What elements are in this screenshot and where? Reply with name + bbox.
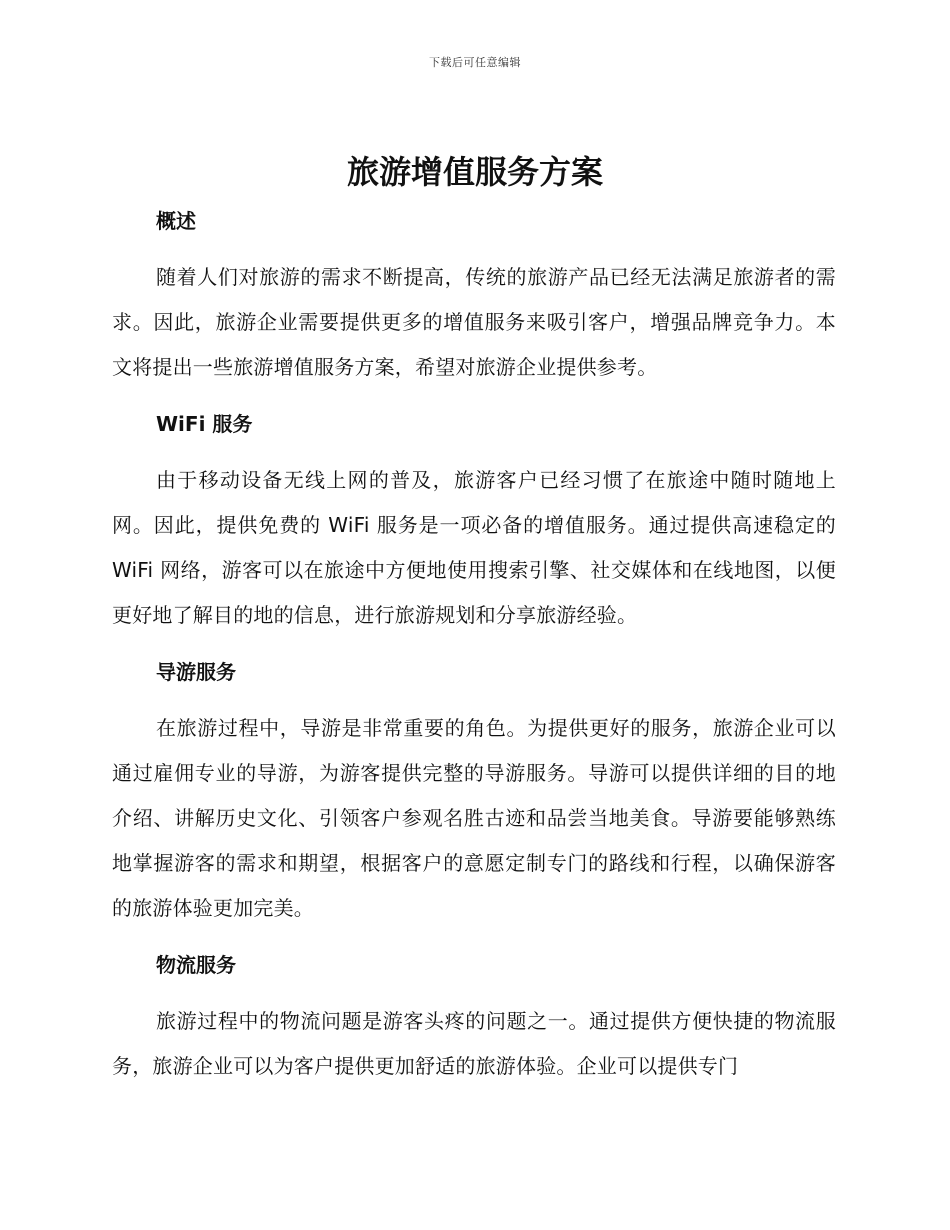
section-heading: 概述 bbox=[156, 209, 196, 233]
document-body bbox=[112, 200, 836, 1102]
section-heading: 导游服务 bbox=[156, 660, 236, 684]
section-heading: 物流服务 bbox=[156, 953, 236, 977]
section-logistics bbox=[112, 944, 836, 1089]
section-heading: WiFi 服务 bbox=[156, 412, 253, 436]
section-paragraph: 旅游过程中的物流问题是游客头疼的问题之一。通过提供方便快捷的物流服务，旅游企业可以为客户提供更加舒适的旅游体验。企业可以提供专门 bbox=[112, 1009, 836, 1078]
page-header-note: 下载后可任意编辑 bbox=[429, 56, 521, 69]
section-paragraph: 在旅游过程中，导游是非常重要的角色。为提供更好的服务，旅游企业可以通过雇佣专业的导游，为游客提供完整的导游服务。导游可以提供详细的目的地介绍、讲解历史文化、引领客户参观名胜古迹和品尝当地美食。导游要能够熟练地掌握游客的需求和期望，根据客户的意愿定制专门的路线和行程，以确保游客的旅游体验更加完美。 bbox=[112, 716, 836, 920]
section-paragraph: 随着人们对旅游的需求不断提高，传统的旅游产品已经无法满足旅游者的需求。因此，旅游企业需要提供更多的增值服务来吸引客户，增强品牌竞争力。本文将提出一些旅游增值服务方案，希望对旅游企业提供参考。 bbox=[112, 265, 836, 379]
section-wifi bbox=[112, 403, 836, 638]
section-overview bbox=[112, 200, 836, 390]
document-title: 旅游增值服务方案 bbox=[346, 153, 603, 191]
section-guide bbox=[112, 651, 836, 931]
section-paragraph: 由于移动设备无线上网的普及，旅游客户已经习惯了在旅途中随时随地上网。因此，提供免费的 WiFi 服务是一项必备的增值服务。通过提供高速稳定的 WiFi 网络，游客可以在旅途中方便地使用搜索引擎、社交媒体和在线地图，以便更好地了解目的地的信息，进行旅游规划和分享旅游经验。 bbox=[112, 468, 836, 627]
